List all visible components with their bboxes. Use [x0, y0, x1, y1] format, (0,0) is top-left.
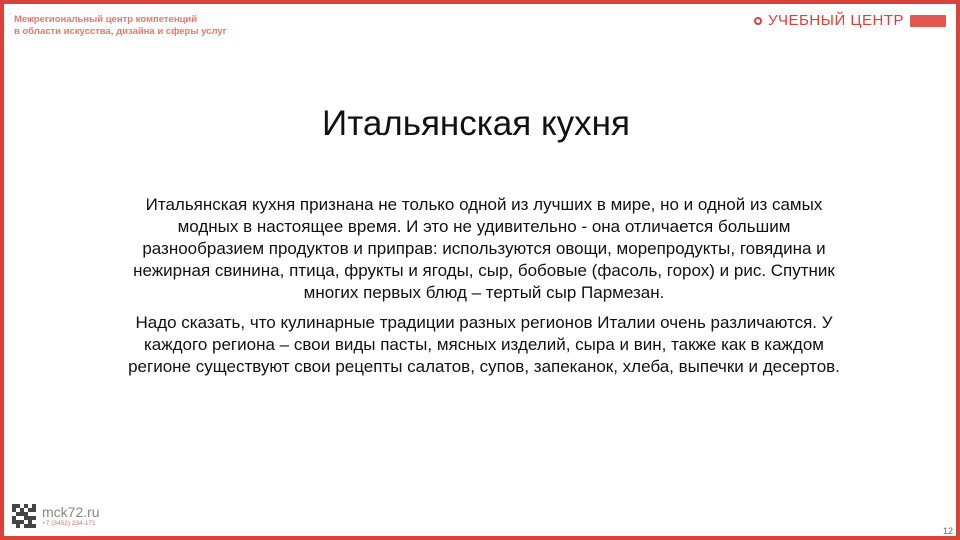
qr-code-icon	[12, 504, 36, 528]
paragraph-1: Итальянская кухня признана не только одной из лучших в мире, но и одной из самых модных в настоящее время. И это не удивительно - она отличается большим разнообразием продуктов и приправ: используются овощи, морепродукты, говядина и нежирная свинина, птица, фрукты и ягоды, сыр, бобовые (фасоль, горох) и рис. Спутник многих первых блюд – тертый сыр Пармезан.	[133, 195, 835, 302]
brand-badge	[910, 15, 946, 27]
footer-contacts	[42, 504, 100, 528]
paragraph-2: Надо сказать, что кулинарные традиции разных регионов Италии очень различаются. У каждого региона – свои виды пасты, мясных изделий, сыра и вин, также как в каждом регионе существуют свои рецепты салатов, супов, запеканок, хлеба, выпечки и десертов.	[128, 313, 840, 376]
brand-logo	[754, 12, 946, 29]
website-link[interactable]: mck72.ru	[42, 504, 100, 520]
page-number: 12	[942, 526, 953, 536]
org-line-1: Межрегиональный центр компетенций	[14, 14, 198, 25]
org-line-2: в области искусства, дизайна и сферы услуг	[14, 26, 227, 37]
brand-name: УЧЕБНЫЙ ЦЕНТР	[767, 12, 904, 29]
footer	[12, 504, 100, 528]
slide-body	[124, 194, 844, 386]
organization-name	[14, 14, 227, 38]
phone-number: +7 (3452) 234-171	[42, 520, 96, 527]
slide-title: Итальянская кухня	[322, 104, 630, 143]
circle-logo-icon	[754, 17, 762, 25]
